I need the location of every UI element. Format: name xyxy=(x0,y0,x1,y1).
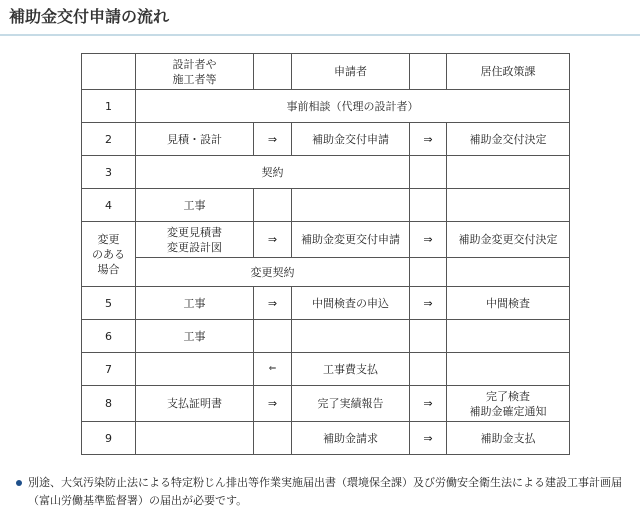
empty-cell xyxy=(254,189,292,222)
change-designer-line1: 変更見積書 xyxy=(167,225,222,239)
application-flow-table xyxy=(81,53,570,455)
empty-cell xyxy=(254,422,292,455)
dept-line1: 完了検査 xyxy=(486,389,530,403)
step-number: 3 xyxy=(82,156,136,189)
change-label-line3: 場合 xyxy=(97,262,120,276)
bullet-icon xyxy=(16,480,22,486)
page-title: 補助金交付申請の流れ xyxy=(9,7,170,26)
dept-line2: 補助金確定通知 xyxy=(469,404,547,418)
step-number: 6 xyxy=(82,320,136,353)
designer-cell: 工事 xyxy=(136,189,254,222)
designer-cell: 工事 xyxy=(136,287,254,320)
empty-cell xyxy=(292,189,410,222)
header-arrow-cell-1 xyxy=(254,54,292,90)
empty-cell xyxy=(447,156,570,189)
step-number: 5 xyxy=(82,287,136,320)
applicant-cell: 補助金交付申請 xyxy=(292,123,410,156)
empty-cell xyxy=(410,156,447,189)
table-row xyxy=(82,156,570,189)
step-number: 8 xyxy=(82,386,136,422)
step-number: 4 xyxy=(82,189,136,222)
footnote xyxy=(16,474,632,510)
table-row xyxy=(82,353,570,386)
left-arrow: ⇐ xyxy=(254,353,292,386)
change-designer-line2: 変更設計図 xyxy=(167,240,222,254)
step-description: 変更契約 xyxy=(136,258,410,287)
dept-cell: 補助金変更交付決定 xyxy=(447,222,570,258)
step-number: 2 xyxy=(82,123,136,156)
applicant-cell: 完了実績報告 xyxy=(292,386,410,422)
right-arrow: ⇒ xyxy=(254,386,292,422)
table-row xyxy=(82,386,570,422)
header-step-cell xyxy=(82,54,136,90)
empty-cell xyxy=(410,189,447,222)
table-row xyxy=(82,222,570,258)
right-arrow: ⇒ xyxy=(254,287,292,320)
right-arrow: ⇒ xyxy=(410,123,447,156)
right-arrow: ⇒ xyxy=(254,123,292,156)
right-arrow: ⇒ xyxy=(410,422,447,455)
empty-cell xyxy=(447,353,570,386)
step-number: 7 xyxy=(82,353,136,386)
designer-cell: 支払証明書 xyxy=(136,386,254,422)
right-arrow: ⇒ xyxy=(410,222,447,258)
header-designer-cell xyxy=(136,54,254,90)
empty-cell xyxy=(447,320,570,353)
applicant-cell: 中間検査の申込 xyxy=(292,287,410,320)
empty-cell xyxy=(292,320,410,353)
table-row xyxy=(82,189,570,222)
step-number: 9 xyxy=(82,422,136,455)
applicant-cell: 工事費支払 xyxy=(292,353,410,386)
table-row xyxy=(82,287,570,320)
table-row xyxy=(82,123,570,156)
table-row xyxy=(82,258,570,287)
right-arrow: ⇒ xyxy=(254,222,292,258)
applicant-cell: 補助金変更交付申請 xyxy=(292,222,410,258)
change-case-label xyxy=(82,222,136,287)
right-arrow: ⇒ xyxy=(410,386,447,422)
dept-cell: 補助金支払 xyxy=(447,422,570,455)
designer-cell: 工事 xyxy=(136,320,254,353)
empty-cell xyxy=(410,320,447,353)
designer-cell xyxy=(136,222,254,258)
step-description: 契約 xyxy=(136,156,410,189)
header-arrow-cell-2 xyxy=(410,54,447,90)
change-label-line1: 変更 xyxy=(97,232,120,246)
designer-cell: 見積・設計 xyxy=(136,123,254,156)
header-designer-line1: 設計者や xyxy=(172,57,217,71)
step-description: 事前相談（代理の設計者） xyxy=(136,90,570,123)
footnote-text: 別途、大気汚染防止法による特定粉じん排出等作業実施届出書（環境保全課）及び労働安全衛生法による建設工事計画届（富山労働基準監督署）の届出が必要です。 xyxy=(28,476,622,507)
step-number: 1 xyxy=(82,90,136,123)
table-header-row xyxy=(82,54,570,90)
table-row xyxy=(82,422,570,455)
dept-cell: 中間検査 xyxy=(447,287,570,320)
empty-cell xyxy=(410,353,447,386)
header-designer-line2: 施工者等 xyxy=(172,72,217,86)
empty-cell xyxy=(410,258,447,287)
empty-cell xyxy=(447,258,570,287)
right-arrow: ⇒ xyxy=(410,287,447,320)
title-divider xyxy=(0,34,640,36)
header-dept-cell: 居住政策課 xyxy=(447,54,570,90)
empty-cell xyxy=(447,189,570,222)
table-row xyxy=(82,90,570,123)
dept-cell xyxy=(447,386,570,422)
applicant-cell: 補助金請求 xyxy=(292,422,410,455)
empty-cell xyxy=(254,320,292,353)
header-applicant-cell: 申請者 xyxy=(292,54,410,90)
table-row xyxy=(82,320,570,353)
empty-cell xyxy=(136,353,254,386)
dept-cell: 補助金交付決定 xyxy=(447,123,570,156)
change-label-line2: のある xyxy=(92,247,125,261)
empty-cell xyxy=(136,422,254,455)
